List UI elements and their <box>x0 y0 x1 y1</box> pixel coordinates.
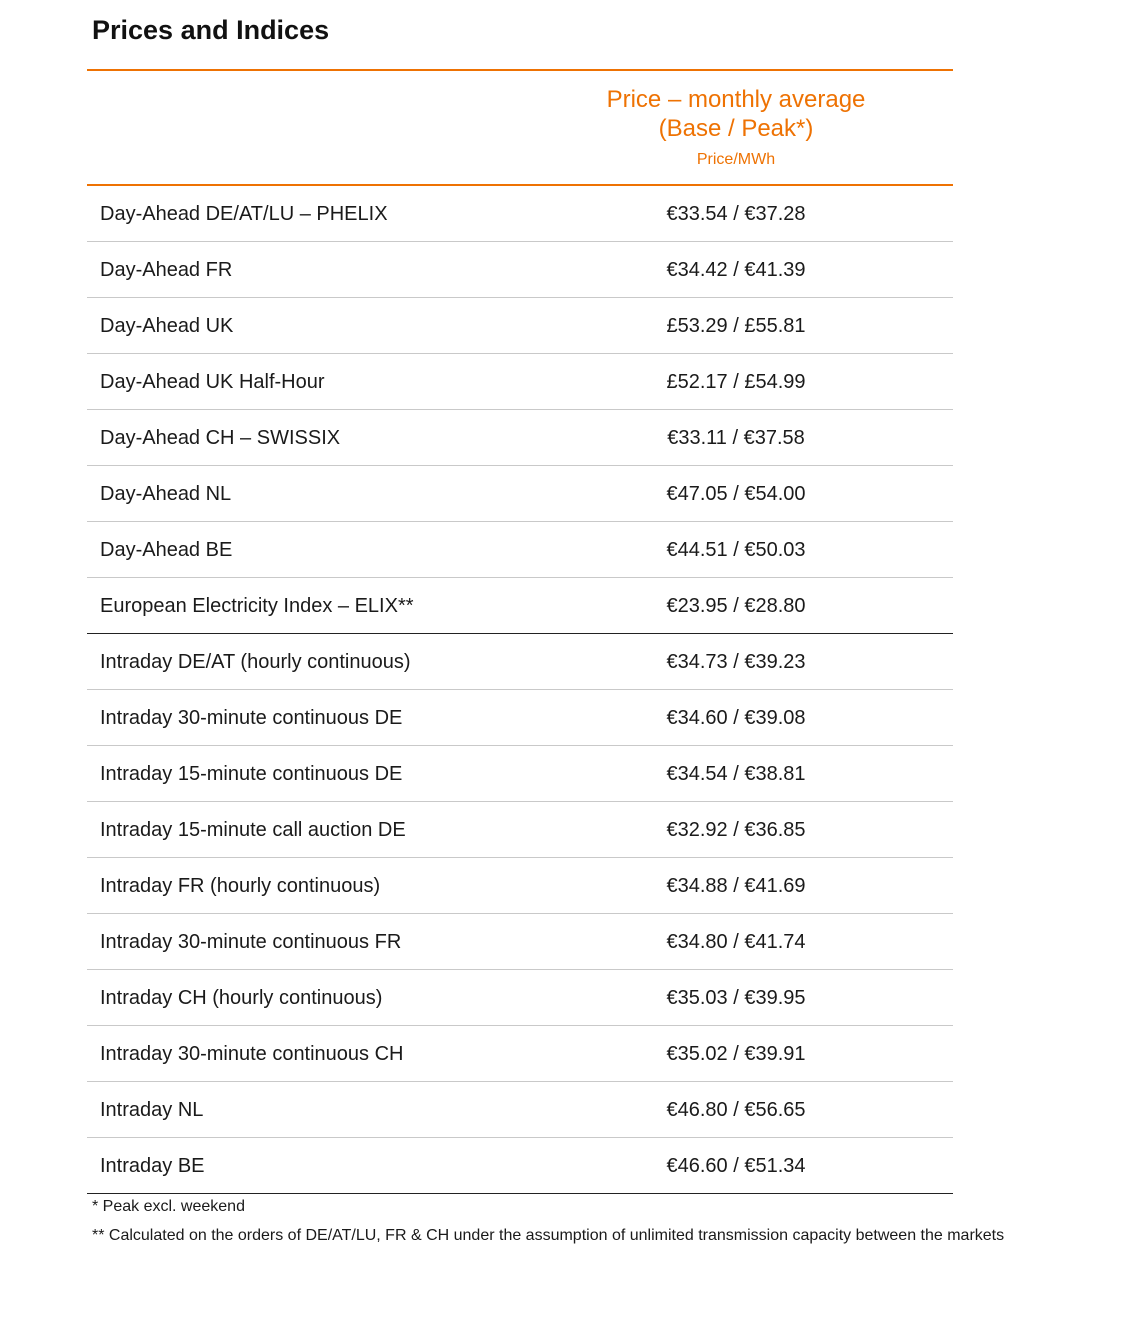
table-row <box>87 690 953 746</box>
row-value: €33.54 / €37.28 <box>666 203 806 225</box>
row-value: £53.29 / £55.81 <box>666 315 806 337</box>
row-label: Intraday NL <box>100 1099 204 1121</box>
footnote-peak: * Peak excl. weekend <box>92 1198 245 1215</box>
row-value: €35.02 / €39.91 <box>666 1043 806 1065</box>
table-row <box>87 466 953 522</box>
row-label: Intraday 30-minute continuous FR <box>100 931 402 953</box>
row-value: €44.51 / €50.03 <box>666 539 806 561</box>
row-value: €34.54 / €38.81 <box>666 763 806 785</box>
table-row <box>87 970 953 1026</box>
table-row <box>87 746 953 802</box>
row-label: Intraday 15-minute call auction DE <box>100 819 406 841</box>
row-label: Intraday 30-minute continuous DE <box>100 707 403 729</box>
page-title: Prices and Indices <box>92 15 330 45</box>
row-label: Intraday BE <box>100 1155 205 1177</box>
price-column-header <box>587 85 885 170</box>
row-label: Day-Ahead NL <box>100 483 232 505</box>
row-value: €33.11 / €37.58 <box>667 427 805 449</box>
row-label: Intraday DE/AT (hourly continuous) <box>100 651 411 673</box>
prices-table <box>87 69 953 1194</box>
column-title-line2: (Base / Peak*) <box>658 115 814 142</box>
row-label: Day-Ahead DE/AT/LU – PHELIX <box>100 203 388 225</box>
column-unit: Price/MWh <box>696 151 776 168</box>
row-value: €34.42 / €41.39 <box>666 259 806 281</box>
row-value: €46.80 / €56.65 <box>666 1099 806 1121</box>
footnotes <box>92 1192 1022 1250</box>
row-value: £52.17 / £54.99 <box>666 371 806 393</box>
table-row <box>87 186 953 242</box>
footnote-elix: ** Calculated on the orders of DE/AT/LU, FR & CH under the assumption of unlimited transmission capacity between the markets <box>92 1227 1005 1244</box>
row-value: €34.88 / €41.69 <box>666 875 806 897</box>
table-header <box>87 69 953 186</box>
table-row <box>87 298 953 354</box>
column-title-line1: Price – monthly average <box>606 86 866 113</box>
row-value: €35.03 / €39.95 <box>666 987 806 1009</box>
table-row <box>87 914 953 970</box>
row-label: Day-Ahead UK <box>100 315 234 337</box>
row-label: Intraday 30-minute continuous CH <box>100 1043 404 1065</box>
table-row <box>87 802 953 858</box>
row-label: European Electricity Index – ELIX** <box>100 595 414 617</box>
row-label: Intraday 15-minute continuous DE <box>100 763 403 785</box>
row-value: €46.60 / €51.34 <box>666 1155 806 1177</box>
row-value: €34.73 / €39.23 <box>666 651 806 673</box>
row-label: Day-Ahead FR <box>100 259 233 281</box>
row-label: Day-Ahead BE <box>100 539 233 561</box>
table-row <box>87 634 953 690</box>
row-label: Intraday CH (hourly continuous) <box>100 987 383 1009</box>
row-value: €34.60 / €39.08 <box>666 707 806 729</box>
table-row <box>87 410 953 466</box>
row-value: €32.92 / €36.85 <box>666 819 806 841</box>
table-row <box>87 354 953 410</box>
table-row <box>87 858 953 914</box>
row-value: €34.80 / €41.74 <box>666 931 806 953</box>
table-row <box>87 1082 953 1138</box>
row-label: Intraday FR (hourly continuous) <box>100 875 381 897</box>
row-value: €23.95 / €28.80 <box>666 595 806 617</box>
row-label: Day-Ahead CH – SWISSIX <box>100 427 341 449</box>
table-row <box>87 1026 953 1082</box>
table-row <box>87 578 953 634</box>
table-row <box>87 1138 953 1194</box>
table-row <box>87 522 953 578</box>
table-row <box>87 242 953 298</box>
row-label: Day-Ahead UK Half-Hour <box>100 371 325 393</box>
row-value: €47.05 / €54.00 <box>666 483 806 505</box>
